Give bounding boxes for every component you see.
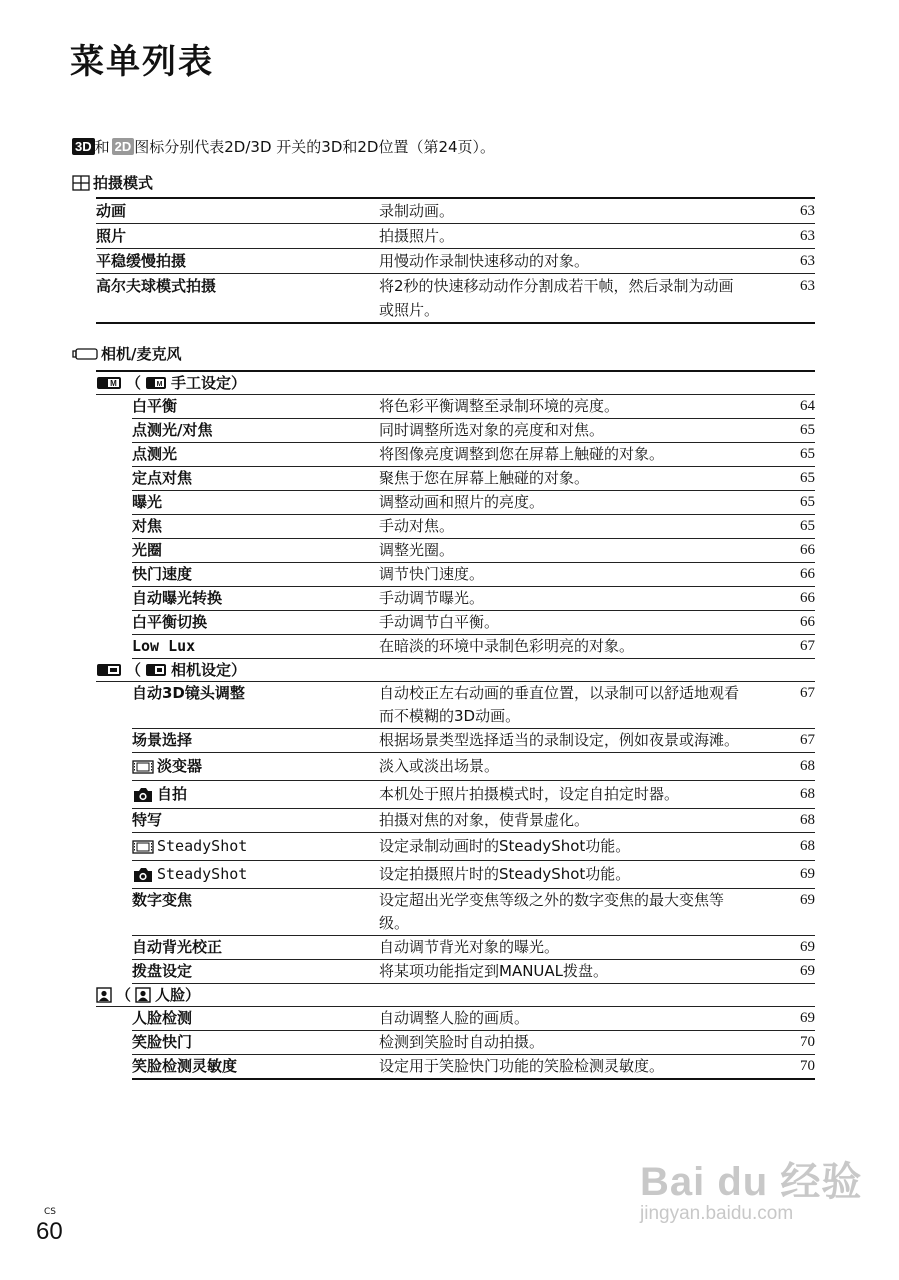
table-row xyxy=(132,491,815,515)
section-camera-mic xyxy=(72,343,181,364)
item-page: 68 xyxy=(800,812,815,828)
item-name: 特写 xyxy=(132,811,163,829)
watermark xyxy=(640,1150,862,1225)
item-page: 63 xyxy=(800,203,815,219)
item-name: 快门速度 xyxy=(132,565,193,583)
item-desc: 本机处于照片拍摄模式时，设定自拍定时器。 xyxy=(379,785,680,803)
intro-line xyxy=(72,136,495,157)
item-name: Low Lux xyxy=(132,637,196,655)
face-icon xyxy=(135,987,151,1003)
item-desc: 设定录制动画时的SteadyShot功能。 xyxy=(379,837,631,855)
heading-open-paren: （ xyxy=(126,661,142,679)
item-name: 平稳缓慢拍摄 xyxy=(96,252,187,270)
item-name: 人脸检测 xyxy=(132,1009,193,1027)
item-name: 笑脸检测灵敏度 xyxy=(132,1057,238,1075)
face-group xyxy=(96,984,815,1080)
manual-rows xyxy=(96,395,815,659)
table-row xyxy=(132,443,815,467)
table-row xyxy=(132,587,815,611)
item-desc: 调整动画和照片的亮度。 xyxy=(379,493,545,511)
item-desc: 将色彩平衡调整至录制环境的亮度。 xyxy=(379,397,620,415)
item-page: 64 xyxy=(800,398,815,414)
camcorder-icon xyxy=(72,347,98,361)
camera-settings-group xyxy=(96,659,815,984)
item-name: 自动3D镜头调整 xyxy=(132,684,245,702)
2d-badge-icon: 2D xyxy=(112,138,135,155)
table-row xyxy=(96,224,815,249)
item-page: 67 xyxy=(800,638,815,654)
item-page: 68 xyxy=(800,758,815,774)
table-row xyxy=(132,563,815,587)
item-page: 69 xyxy=(800,866,815,882)
page-title: 菜单列表 xyxy=(70,42,214,82)
camera-table xyxy=(96,370,815,1080)
table-row xyxy=(132,1007,815,1031)
item-name-with-icon xyxy=(132,753,379,780)
item-page: 70 xyxy=(800,1058,815,1074)
table-row xyxy=(132,781,815,809)
manual-icon xyxy=(145,376,167,390)
item-desc: 录制动画。 xyxy=(379,202,455,220)
section-shooting-mode xyxy=(72,172,153,193)
item-page: 66 xyxy=(800,590,815,606)
item-name: 动画 xyxy=(96,202,127,220)
manual-group xyxy=(96,372,815,659)
heading-label: 手工设定） xyxy=(171,374,247,392)
item-name: 场景选择 xyxy=(132,731,193,749)
table-row xyxy=(132,833,815,861)
item-desc: 手动调节白平衡。 xyxy=(379,613,500,631)
page-number: 60 xyxy=(36,1218,63,1245)
page-lang: CS xyxy=(44,1207,56,1217)
intro-and: 和 xyxy=(94,138,110,156)
item-desc: 用慢动作录制快速移动的对象。 xyxy=(379,252,590,270)
heading-label: 相机设定） xyxy=(171,661,247,679)
heading-open-paren: （ xyxy=(116,986,132,1004)
item-desc: 检测到笑脸时自动拍摄。 xyxy=(379,1033,545,1051)
table-row xyxy=(132,611,815,635)
item-desc: 手动调节曝光。 xyxy=(379,589,485,607)
item-desc: 淡入或淡出场景。 xyxy=(379,757,500,775)
item-name: 白平衡 xyxy=(132,397,178,415)
heading-label: 人脸） xyxy=(155,986,201,1004)
item-desc: 设定超出光学变焦等级之外的数字变焦的最大变焦等级。 xyxy=(379,891,725,932)
item-desc: 自动校正左右动画的垂直位置，以录制可以舒适地观看而不模糊的3D动画。 xyxy=(379,684,740,725)
item-name: 高尔夫球模式拍摄 xyxy=(96,277,217,295)
grid-icon xyxy=(72,175,90,191)
item-page: 65 xyxy=(800,494,815,510)
item-desc: 手动对焦。 xyxy=(379,517,455,535)
film-icon xyxy=(132,840,154,854)
item-name: 定点对焦 xyxy=(132,469,193,487)
item-name-with-icon xyxy=(132,833,379,860)
item-name: 曝光 xyxy=(132,493,163,511)
item-name: 自拍 xyxy=(157,785,188,803)
item-name: 白平衡切换 xyxy=(132,613,208,631)
manual-settings-heading xyxy=(96,372,815,395)
heading-open-paren: （ xyxy=(126,374,142,392)
item-desc: 自动调整人脸的画质。 xyxy=(379,1009,530,1027)
item-name-with-icon xyxy=(132,781,379,808)
section-label: 相机/麦克风 xyxy=(101,345,182,363)
item-desc: 将2秒的快速移动动作分割成若干帧，然后录制为动画或照片。 xyxy=(379,277,734,319)
table-row xyxy=(132,960,815,984)
table-row xyxy=(132,1055,815,1080)
item-name: 点测光 xyxy=(132,445,178,463)
table-row xyxy=(96,274,815,324)
item-desc: 根据场景类型选择适当的录制设定，例如夜景或海滩。 xyxy=(379,731,740,749)
camera-icon xyxy=(132,787,154,803)
item-name: SteadyShot xyxy=(157,837,248,855)
shooting-table xyxy=(96,197,815,324)
item-page: 69 xyxy=(800,892,815,908)
watermark-brand: Bai du 经验 xyxy=(640,1160,863,1204)
item-name: 笑脸快门 xyxy=(132,1033,193,1051)
item-page: 68 xyxy=(800,838,815,854)
item-desc: 自动调节背光对象的曝光。 xyxy=(379,938,560,956)
camera-icon xyxy=(132,867,154,883)
table-row xyxy=(132,467,815,491)
item-desc: 拍摄对焦的对象，使背景虚化。 xyxy=(379,811,590,829)
table-row xyxy=(132,515,815,539)
item-page: 63 xyxy=(800,278,815,294)
manual-icon xyxy=(96,376,122,390)
table-row xyxy=(132,682,815,729)
intro-text: 图标分别代表2D/3D 开关的3D和2D位置（第24页）。 xyxy=(134,138,496,156)
item-name: 照片 xyxy=(96,227,127,245)
camera-settings-heading xyxy=(96,659,815,682)
item-page: 69 xyxy=(800,1010,815,1026)
table-row xyxy=(132,936,815,960)
item-page: 67 xyxy=(800,685,815,701)
table-row xyxy=(132,753,815,781)
item-desc: 调整光圈。 xyxy=(379,541,455,559)
item-name: 对焦 xyxy=(132,517,163,535)
table-row xyxy=(132,729,815,753)
table-row xyxy=(132,1031,815,1055)
svg-text:M: M xyxy=(110,379,117,388)
item-page: 69 xyxy=(800,963,815,979)
item-name: 点测光/对焦 xyxy=(132,421,213,439)
item-page: 68 xyxy=(800,786,815,802)
item-page: 66 xyxy=(800,542,815,558)
item-desc: 同时调整所选对象的亮度和对焦。 xyxy=(379,421,605,439)
item-page: 66 xyxy=(800,614,815,630)
item-name: 自动曝光转换 xyxy=(132,589,223,607)
item-page: 65 xyxy=(800,470,815,486)
item-page: 65 xyxy=(800,518,815,534)
table-row xyxy=(132,861,815,889)
section-label: 拍摄模式 xyxy=(93,174,154,192)
item-page: 65 xyxy=(800,446,815,462)
table-row xyxy=(96,199,815,224)
item-page: 63 xyxy=(800,253,815,269)
camera-settings-icon xyxy=(96,663,122,677)
item-name-with-icon xyxy=(132,861,379,888)
svg-text:M: M xyxy=(156,381,163,388)
item-name: 光圈 xyxy=(132,541,163,559)
item-desc: 调节快门速度。 xyxy=(379,565,485,583)
face-heading xyxy=(96,984,815,1007)
3d-badge-icon: 3D xyxy=(72,138,95,155)
table-row xyxy=(132,395,815,419)
item-page: 70 xyxy=(800,1034,815,1050)
item-desc: 聚焦于您在屏幕上触碰的对象。 xyxy=(379,469,590,487)
table-row xyxy=(132,635,815,659)
face-icon xyxy=(96,987,112,1003)
table-row xyxy=(96,249,815,274)
item-name: 自动背光校正 xyxy=(132,938,223,956)
item-page: 69 xyxy=(800,939,815,955)
item-page: 66 xyxy=(800,566,815,582)
table-row xyxy=(132,419,815,443)
table-row xyxy=(132,889,815,936)
face-rows xyxy=(96,1007,815,1080)
item-page: 67 xyxy=(800,732,815,748)
item-desc: 设定拍摄照片时的SteadyShot功能。 xyxy=(379,865,631,883)
item-page: 63 xyxy=(800,228,815,244)
item-name: SteadyShot xyxy=(157,865,248,883)
item-desc: 在暗淡的环境中录制色彩明亮的对象。 xyxy=(379,637,635,655)
table-row xyxy=(132,809,815,833)
item-name: 数字变焦 xyxy=(132,891,193,909)
camera-settings-icon xyxy=(145,663,167,677)
item-desc: 将图像亮度调整到您在屏幕上触碰的对象。 xyxy=(379,445,665,463)
item-name: 拨盘设定 xyxy=(132,962,193,980)
item-desc: 将某项功能指定到MANUAL拨盘。 xyxy=(379,962,609,980)
item-desc: 设定用于笑脸快门功能的笑脸检测灵敏度。 xyxy=(379,1057,665,1075)
item-name: 淡变器 xyxy=(157,757,203,775)
camera-settings-rows xyxy=(96,682,815,984)
item-page: 65 xyxy=(800,422,815,438)
item-desc: 拍摄照片。 xyxy=(379,227,455,245)
film-icon xyxy=(132,760,154,774)
table-row xyxy=(132,539,815,563)
watermark-url: jingyan.baidu.com xyxy=(640,1203,794,1224)
